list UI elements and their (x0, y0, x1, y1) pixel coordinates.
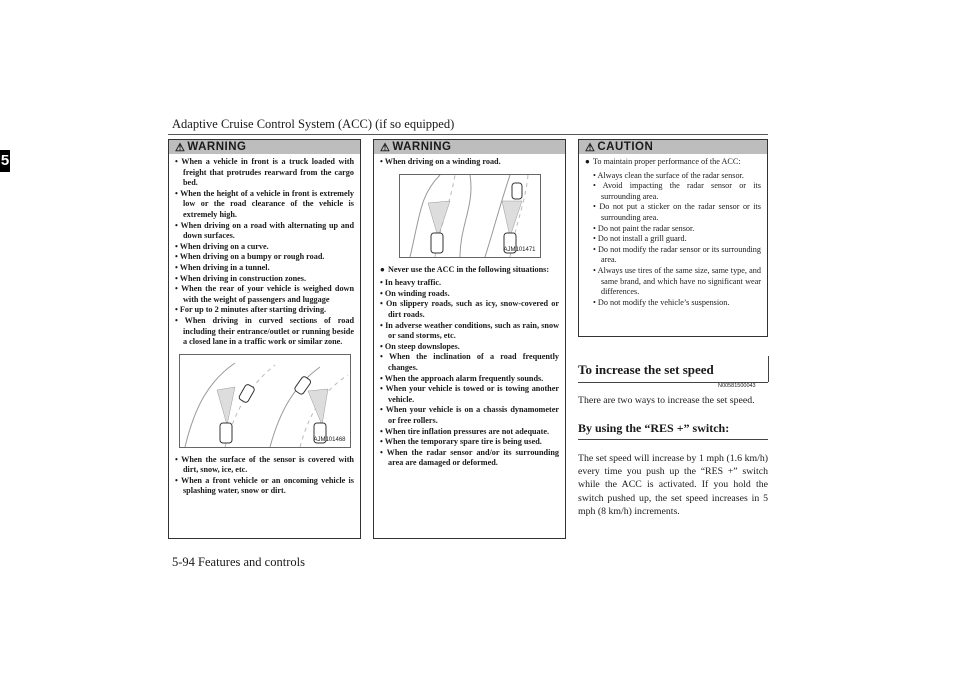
list-item: • In adverse weather conditions, such as rain, snow or sand storms, etc. (380, 321, 559, 342)
page-footer: 5-94 Features and controls (172, 555, 305, 569)
header-rule (168, 134, 768, 135)
radar-curve-illustration (180, 355, 350, 447)
caution-label: CAUTION (597, 141, 654, 153)
list-item: • Avoid impacting the radar sensor or its surrounding area. (593, 181, 761, 202)
list-item: • When a vehicle in front is a truck loaded with freight that protrudes rearward from the cargo bed. (175, 157, 354, 189)
bullet-icon: ● (380, 264, 385, 274)
list-item: • When driving on a road with alternating up and down surfaces. (175, 221, 354, 242)
warning2-list-top (374, 154, 565, 170)
list-item: • When the inclination of a road frequently changes. (380, 352, 559, 373)
list-item: • Always use tires of the same size, same type, and same brand, and which have no significant wear differences. (593, 266, 761, 298)
caution-triangle-icon: ⚠ (585, 141, 596, 154)
heading-rule-vertical (768, 356, 769, 382)
body-paragraph: The set speed will increase by 1 mph (1.6 km/h) every time you push up the “RES +” switch while the ACC is activated. If you hold the switch pushed up, the set speed increases in 5 mph (8 km/h) increments. (578, 453, 768, 517)
list-item: • Do not modify the vehicle’s suspension. (593, 298, 761, 309)
warning-triangle-icon: ⚠ (380, 141, 391, 154)
list-item: • When the rear of your vehicle is weighed down with the weight of passengers and luggage (175, 284, 354, 305)
list-item: • In heavy traffic. (380, 278, 559, 289)
list-item: • On slippery roads, such as icy, snow-covered or dirt roads. (380, 299, 559, 320)
figure-label: AJM101468 (313, 436, 346, 443)
list-item: • When your vehicle is on a chassis dynamometer or free rollers. (380, 405, 559, 426)
intro-text: There are two ways to increase the set speed. (578, 395, 755, 406)
warning-header (374, 140, 565, 154)
caution-box (578, 139, 768, 337)
figure-label: AJM101471 (503, 246, 536, 253)
list-item: • When the radar sensor and/or its surrounding area are damaged or deformed. (380, 448, 559, 469)
warning-box-1 (168, 139, 361, 539)
list-item: • When driving on a winding road. (380, 157, 559, 168)
list-item: • Always clean the surface of the radar sensor. (593, 171, 761, 182)
list-item: • When a front vehicle or an oncoming vehicle is splashing water, snow or dirt. (175, 476, 354, 497)
subheading-rule (578, 439, 768, 440)
list-item: • When the approach alarm frequently sounds. (380, 374, 559, 385)
reference-code: N00581500043 (718, 383, 756, 389)
list-item: • Do not paint the radar sensor. (593, 224, 761, 235)
warning-label: WARNING (392, 141, 452, 153)
list-item: • Do not modify the radar sensor or its surrounding area. (593, 245, 761, 266)
list-item: • Do not install a grill guard. (593, 234, 761, 245)
section-tab: 5 (0, 150, 10, 172)
caution-header (579, 140, 767, 154)
bullet-icon: ● (585, 157, 590, 166)
list-item: • When driving on a curve. (175, 242, 354, 253)
list-item: • Do not put a sticker on the radar sensor or its surrounding area. (593, 202, 761, 223)
warning-triangle-icon: ⚠ (175, 141, 186, 154)
list-item: • When tire inflation pressures are not adequate. (380, 427, 559, 438)
list-item: • When the surface of the sensor is covered with dirt, snow, ice, etc. (175, 455, 354, 476)
caution-lead (579, 154, 767, 168)
warning2-lead (374, 262, 565, 276)
section-heading: To increase the set speed (578, 362, 714, 377)
list-item: • When driving on a bumpy or rough road. (175, 252, 354, 263)
list-item: • When the height of a vehicle in front is extremely low or the road clearance of the vehicle is extremely high. (175, 189, 354, 221)
list-item: • When driving in curved sections of road including their entrance/outlet or running beside a closed lane in a traffic work or similar zone. (175, 316, 354, 348)
list-item: • When driving in construction zones. (175, 274, 354, 285)
sub-heading: By using the “RES +” switch: (578, 421, 730, 435)
page-header-title: Adaptive Cruise Control System (ACC) (if so equipped) (172, 117, 455, 131)
warning1-list-after (169, 452, 360, 499)
warning1-list (169, 154, 360, 350)
figure-radar-curve (179, 354, 351, 448)
winding-road-illustration (400, 175, 540, 257)
list-item: • When driving in a tunnel. (175, 263, 354, 274)
caution-lead-text: To maintain proper performance of the ACC: (592, 157, 741, 166)
list-item: • On steep downslopes. (380, 342, 559, 353)
warning2-list (374, 275, 565, 471)
list-item: • On winding roads. (380, 289, 559, 300)
warning-label: WARNING (187, 141, 247, 153)
warning-box-2 (373, 139, 566, 539)
caution-list (579, 168, 767, 311)
warning2-lead-text: Never use the ACC in the following situations: (387, 264, 550, 274)
list-item: • When the temporary spare tire is being used. (380, 437, 559, 448)
list-item: • For up to 2 minutes after starting driving. (175, 305, 354, 316)
figure-winding-road (399, 174, 541, 258)
warning-header (169, 140, 360, 154)
list-item: • When your vehicle is towed or is towing another vehicle. (380, 384, 559, 405)
